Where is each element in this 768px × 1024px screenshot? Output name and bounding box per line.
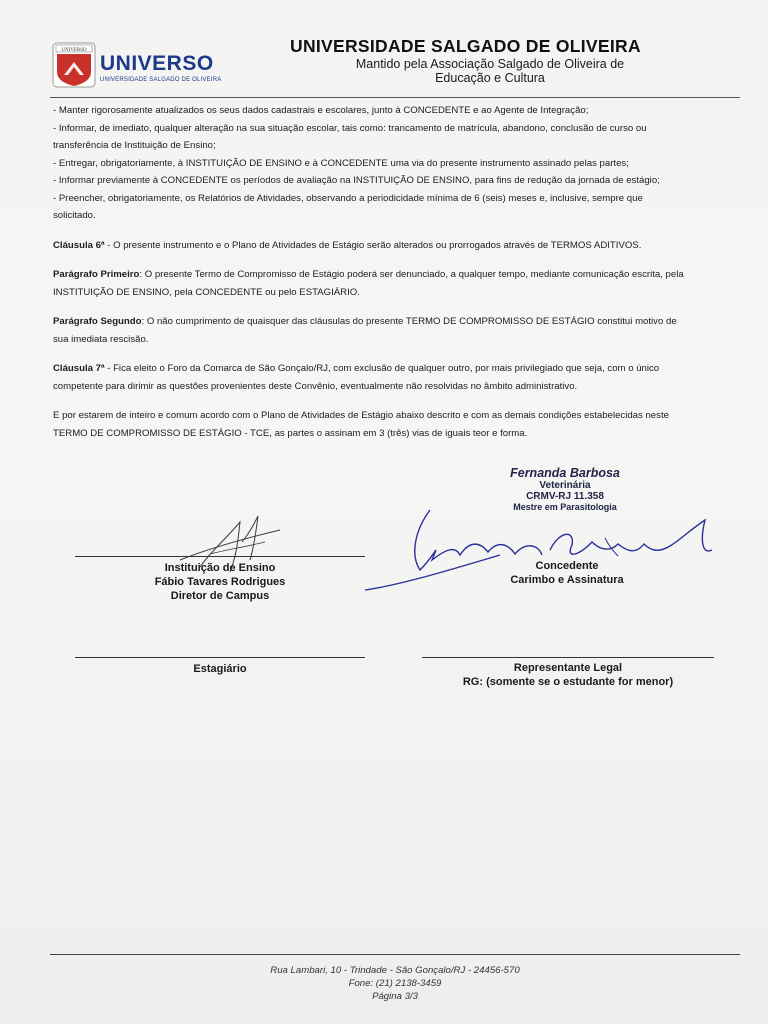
institution-signer-role: Diretor de Campus	[170, 590, 270, 602]
universo-shield-logo	[52, 42, 96, 88]
clausula-6-text: - O presente instrumento e o Plano de Atividades de Estágio serão alterados ou prorrogados através de TERMOS ADITIVOS.	[104, 239, 642, 251]
document-body	[53, 102, 743, 442]
body-line: - Preencher, obrigatoriamente, os Relatórios de Atividades, observando a periodicidade mínima de 6 (seis) meses e, inclusive, sempre que	[53, 192, 643, 204]
estagiario-label: Estagiário	[193, 663, 247, 675]
brand-subtitle: UNIVERSIDADE SALGADO DE OLIVEIRA	[100, 77, 222, 83]
institution-signer-name: Fábio Tavares Rodrigues	[154, 576, 286, 588]
university-subtitle-1: Mantido pela Associação Salgado de Oliveira de	[355, 57, 625, 71]
stamp-name: Fernanda Barbosa	[510, 466, 620, 480]
footer-divider	[50, 954, 740, 955]
paragrafo-segundo	[53, 313, 743, 331]
svg-text:UNIVERSO: UNIVERSO	[61, 48, 87, 53]
clausula-6	[53, 237, 743, 255]
estagiario-signature-label	[75, 662, 365, 676]
body-line: - Manter rigorosamente atualizados os seus dados cadastrais e escolares, junto à CONCEDENTE e ao Agente de Integração;	[53, 105, 589, 116]
stamp-role: Veterinária	[539, 480, 591, 491]
paragrafo-primeiro-text: : O presente Termo de Compromisso de Estágio poderá ser denunciado, a qualquer tempo, mediante comunicação escrita, pela	[139, 269, 684, 280]
institution-signature-label	[75, 561, 365, 603]
body-line: - Informar previamente à CONCEDENTE os períodos de avaliação na INSTITUIÇÃO DE ENSINO, para fins de redução da jornada de estágio;	[53, 175, 660, 186]
concedente-signature-label	[422, 559, 712, 587]
representante-signature-line	[422, 657, 714, 658]
footer-phone: Fone: (21) 2138-3459	[348, 978, 442, 989]
institution-signature-line	[75, 556, 365, 557]
closing-line: E por estarem de inteiro e comum acordo com o Plano de Atividades de Estágio abaixo descrito e com as demais condições estabelecidas neste	[53, 410, 669, 421]
stamp-registration: CRMV-RJ 11.358	[526, 491, 604, 502]
clausula-6-label: Cláusula 6ª	[53, 239, 105, 251]
paragrafo-primeiro-label: Parágrafo Primeiro	[53, 269, 140, 280]
body-line: INSTITUIÇÃO DE ENSINO, pela CONCEDENTE ou pelo ESTAGIÁRIO.	[53, 286, 360, 298]
concedente-label: Concedente	[535, 560, 599, 572]
body-line: competente para dirimir as questões provenientes deste Convênio, eventualmente não resolvidas no âmbito administrativo.	[53, 380, 578, 392]
clausula-7-label: Cláusula 7ª	[53, 363, 105, 374]
concedente-sublabel: Carimbo e Assinatura	[510, 574, 624, 586]
institution-label: Instituição de Ensino	[164, 562, 276, 574]
representante-sublabel: RG: (somente se o estudante for menor)	[462, 676, 674, 688]
estagiario-signature-line	[75, 657, 365, 658]
stamp-title: Mestre em Parasitologia	[513, 502, 617, 512]
paragrafo-segundo-text: : O não cumprimento de quaisquer das cláusulas do presente TERMO DE COMPROMISSO DE ESTÁGIO constitui motivo de	[141, 316, 677, 327]
clausula-7-text: - Fica eleito o Foro da Comarca de São Gonçalo/RJ, com exclusão de qualquer outro, por mais privilegiado que seja, com o único	[104, 363, 660, 374]
paragrafo-primeiro	[53, 266, 743, 284]
university-title: UNIVERSIDADE SALGADO DE OLIVEIRA	[290, 36, 641, 56]
body-line: - Entregar, obrigatoriamente, à INSTITUIÇÃO DE ENSINO e à CONCEDENTE uma via do presente instrumento assinado pelas partes;	[53, 157, 629, 169]
clausula-7	[53, 360, 743, 378]
header-divider	[50, 97, 740, 98]
footer-address: Rua Lambari, 10 - Trindade - São Gonçalo/RJ - 24456-570	[270, 965, 520, 976]
body-line: solicitado.	[53, 210, 96, 221]
paragrafo-segundo-label: Parágrafo Segundo	[53, 316, 142, 327]
body-line: sua imediata rescisão.	[53, 333, 149, 345]
closing-line: TERMO DE COMPROMISSO DE ESTÁGIO - TCE, as partes o assinam em 3 (três) vias de iguais teor e forma.	[53, 427, 528, 439]
brand-name: UNIVERSO	[100, 52, 214, 75]
university-subtitle-2: Educação e Cultura	[435, 71, 545, 85]
universo-logo	[52, 42, 222, 90]
footer	[200, 964, 590, 1003]
body-line: transferência de Instituição de Ensino;	[53, 140, 216, 151]
representante-label: Representante Legal	[513, 662, 623, 674]
footer-page-number: Página 3/3	[372, 991, 418, 1002]
representante-signature-label	[410, 661, 726, 689]
body-line: - Informar, de imediato, qualquer alteração na sua situação escolar, tais como: trancamento de matrícula, abandono, conclusão de curso ou	[53, 122, 647, 134]
